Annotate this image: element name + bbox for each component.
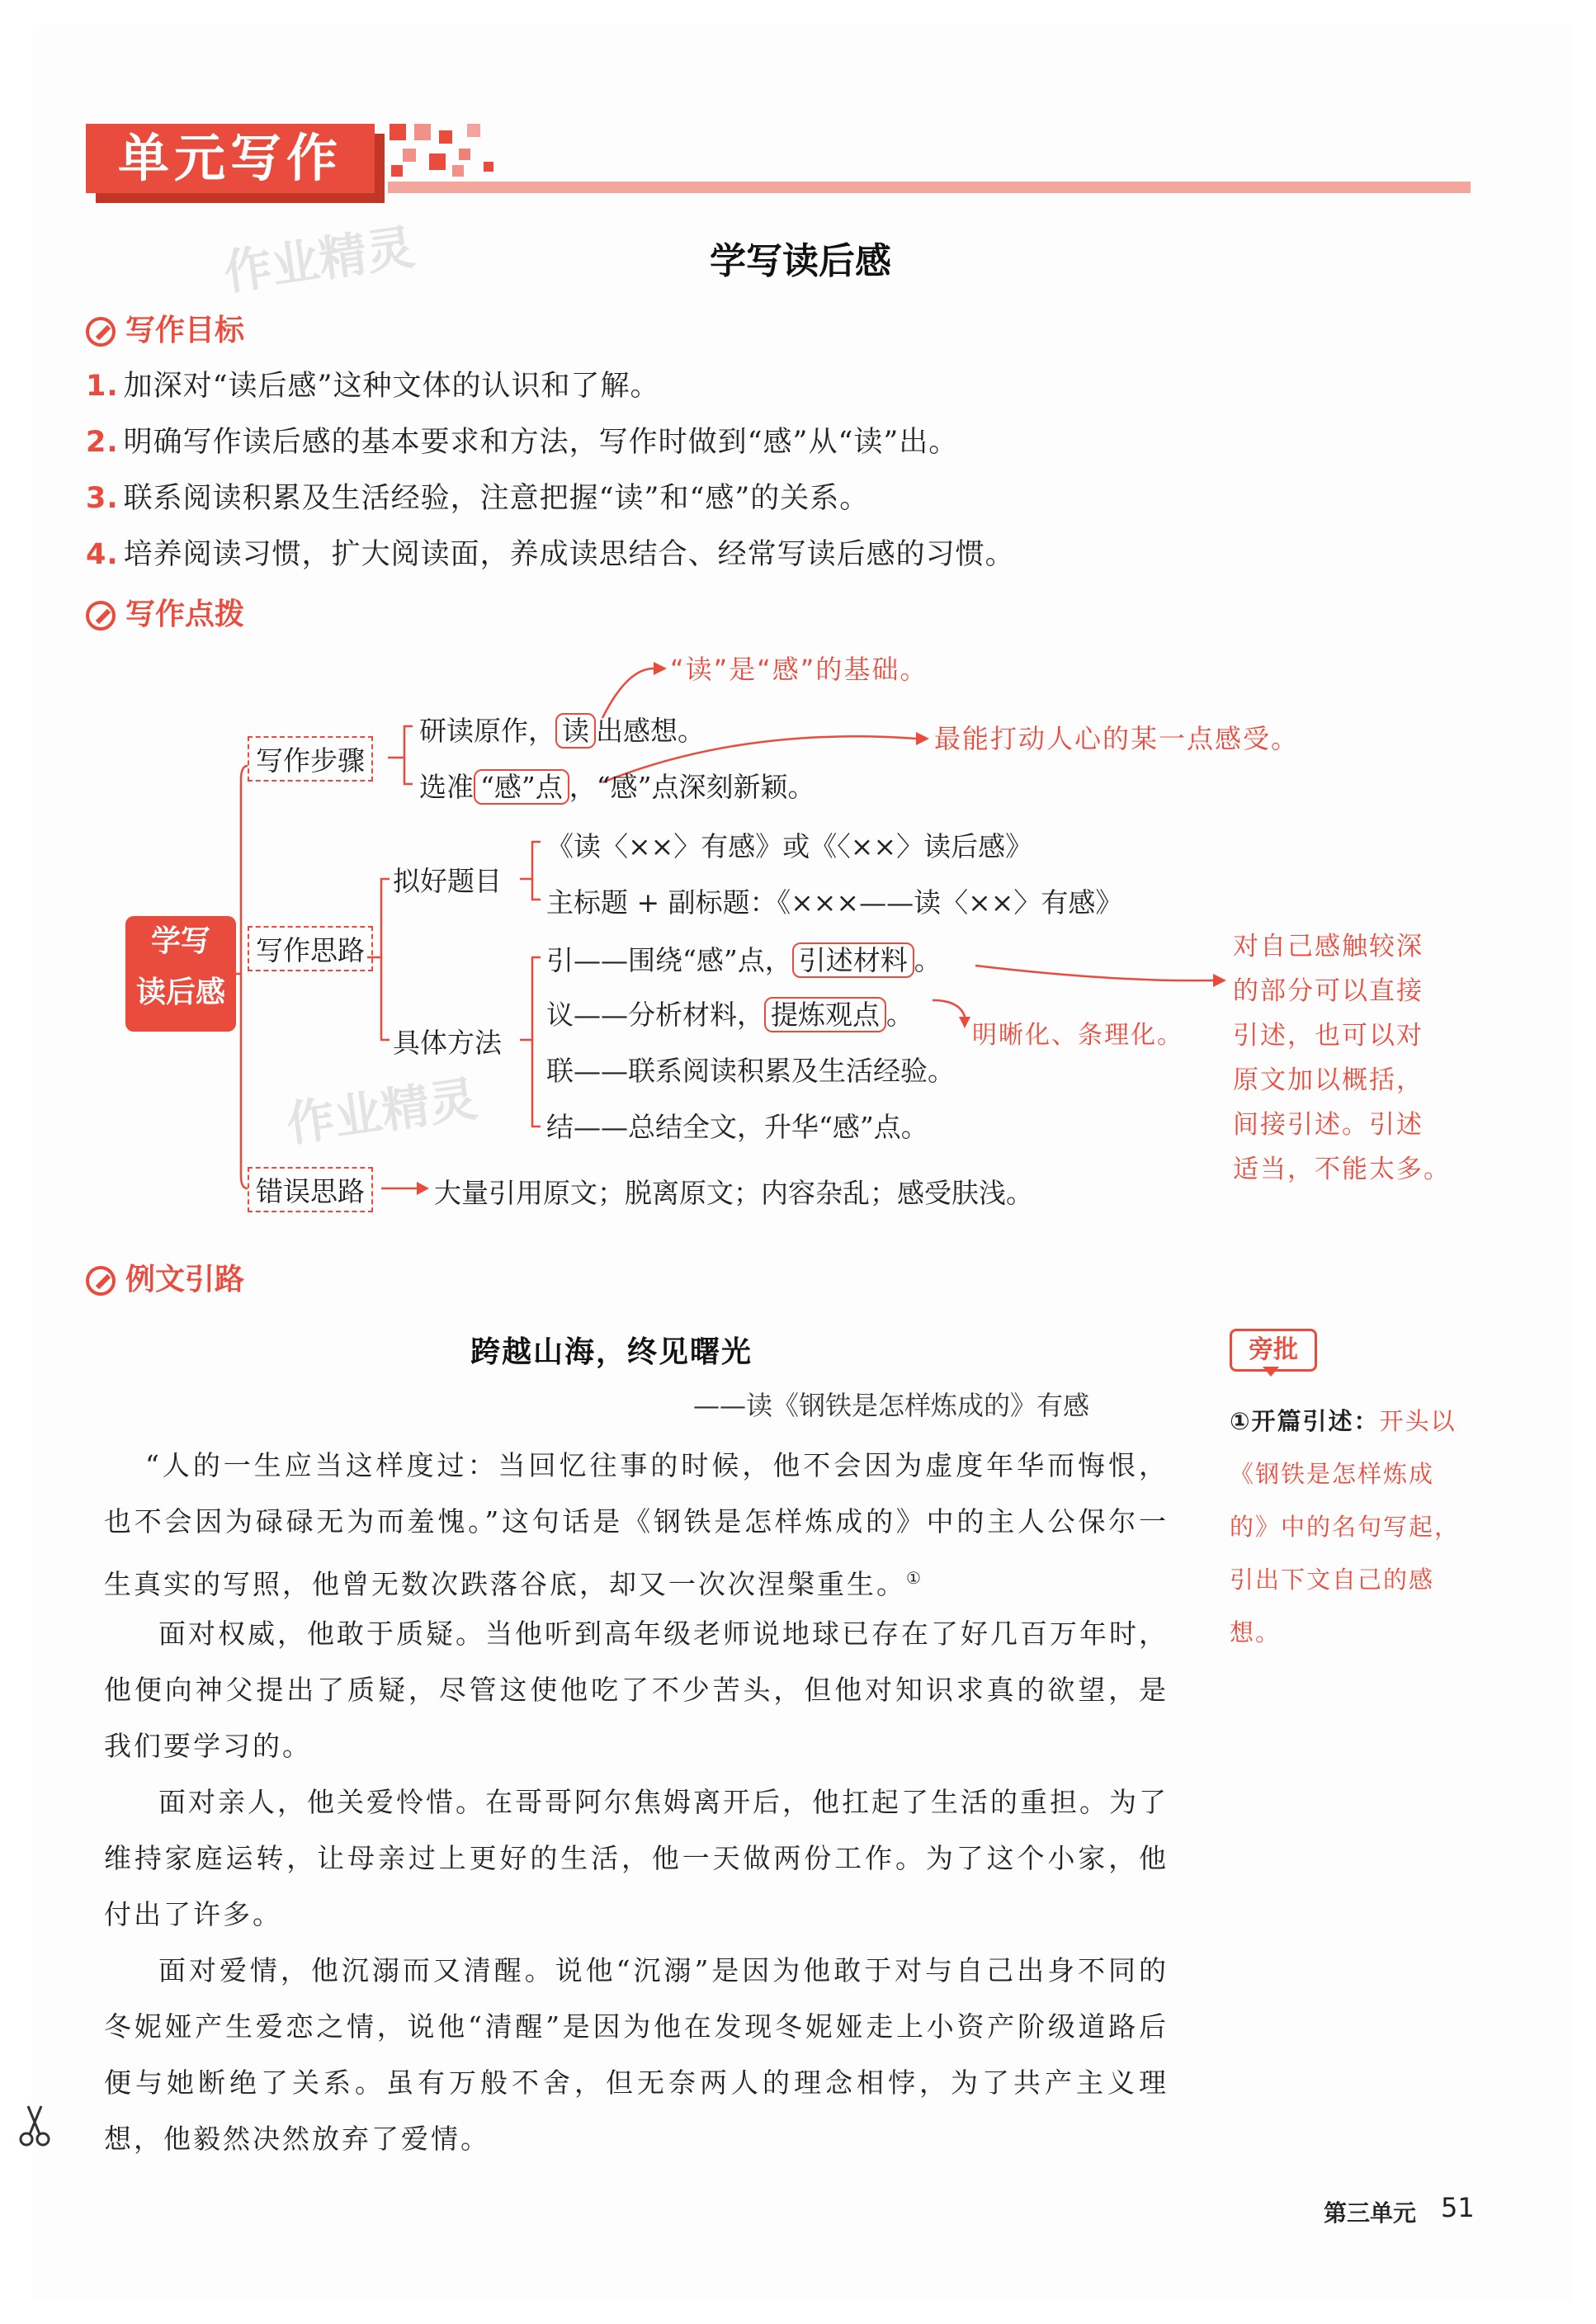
- section-tips: 写作点拨: [86, 591, 244, 633]
- method-quote: 引——围绕“感”点， 引述材料 。: [546, 944, 942, 976]
- branch-writing-steps: 写作步骤: [248, 736, 373, 782]
- branch-wrong-ideas: 错误思路: [248, 1167, 373, 1212]
- goal-item-4: 4. 培养阅读习惯，扩大阅读面，养成读思结合、经常写读后感的习惯。: [86, 538, 1015, 571]
- essay-paragraph-2: 面对权威，他敢于质疑。当他听到高年级老师说地球已存在了好几百万年时，他便向神父提出了质疑，尽管这使他吃了不少苦头，但他对知识求真的欲望，是我们要学习的。: [104, 1618, 1169, 1762]
- pencil-icon: [86, 1266, 116, 1296]
- method-connect: 联——联系阅读积累及生活经验。: [546, 1055, 955, 1087]
- side-note: ①开篇引述：开头以《钢铁是怎样炼成的》中的名句写起，引出下文自己的感想。: [1230, 1407, 1461, 1646]
- page-title: 学写读后感: [710, 240, 891, 282]
- side-tag-pointer: [1263, 1367, 1279, 1378]
- sub-title-choose: 拟好题目: [393, 865, 502, 897]
- section-goals: 写作目标: [86, 307, 244, 349]
- method-conclude: 结——总结全文，升华“感”点。: [546, 1111, 928, 1143]
- branch-writing-ideas: 写作思路: [248, 926, 373, 971]
- note-clarify: 明晰化、条理化。: [972, 1021, 1183, 1050]
- essay-paragraph-4: 面对爱情，他沉溺而又清醒。说他“沉溺”是因为他敢于对与自己出身不同的冬妮娅产生爱恋之情，说他“清醒”是因为他在发现冬妮娅走上小资产阶级道路后便与她断绝了关系。虽有万般不舍，但无奈两人的理念相悖，为了共产主义理想，他毅然决然放弃了爱情。: [104, 1954, 1169, 2155]
- goal-item-1: 1. 加深对“读后感”这种文体的认识和了解。: [86, 370, 660, 403]
- method-discuss: 议——分析材料， 提炼观点 。: [546, 999, 914, 1031]
- sub-method: 具体方法: [393, 1027, 502, 1059]
- note-touch: 最能打动人心的某一点感受。: [934, 723, 1300, 754]
- goal-item-3: 3. 联系阅读积累及生活经验，注意把握“读”和“感”的关系。: [86, 482, 870, 515]
- section-example: 例文引路: [86, 1256, 244, 1298]
- essay-paragraph-3: 面对亲人，他关爱怜惜。在哥哥阿尔焦姆离开后，他扛起了生活的重担。为了维持家庭运转，让母亲过上更好的生活，他一天做两份工作。为了这个小家，他付出了许多。: [104, 1786, 1169, 1930]
- page-number: 51: [1441, 2192, 1475, 2223]
- footer-unit: 第三单元: [1324, 2199, 1417, 2227]
- wrong-ideas-list: 大量引用原文；脱离原文；内容杂乱；感受肤浅。: [434, 1177, 1033, 1209]
- title-format-2: 主标题 + 副标题：《×××——读〈××〉有感》: [546, 886, 1123, 919]
- essay-paragraph-1: “人的一生应当这样度过：当回忆往事的时候，他不会因为虚度年华而悔恨，也不会因为碌碌无为而羞愧。”这句话是《钢铁是怎样炼成的》中的主人公保尔一生真实的写照，他曾无数次跌落谷底，却又一次次涅槃重生。①: [104, 1449, 1169, 1600]
- watermark: 作业精灵: [283, 1070, 481, 1153]
- note-quote-advice: 对自己感触较深 的部分可以直接 引述，也可以对 原文加以概括， 间接引述。引述 适当，不能太多。: [1233, 932, 1451, 1184]
- essay-title: 跨越山海，终见曙光: [470, 1334, 753, 1369]
- mindmap-center: 学写 读后感: [125, 916, 236, 1032]
- side-note-tag: 旁批: [1230, 1329, 1317, 1372]
- watermark: 作业精灵: [220, 219, 418, 301]
- essay-subtitle: ——读《钢铁是怎样炼成的》有感: [693, 1390, 1090, 1421]
- step-read: 研读原作， 读 出感想。: [419, 715, 705, 747]
- scissors-icon: [18, 2103, 51, 2149]
- goal-item-2: 2. 明确写作读后感的基本要求和方法，写作时做到“感”从“读”出。: [86, 426, 959, 459]
- title-format-1: 《读〈××〉有感》或《〈××〉读后感》: [546, 830, 1033, 862]
- note-basis: “读”是“感”的基础。: [670, 654, 928, 685]
- unit-title: 单元写作: [117, 128, 342, 188]
- step-select: 选准 “感”点 ，“感”点深刻新颖。: [419, 771, 815, 803]
